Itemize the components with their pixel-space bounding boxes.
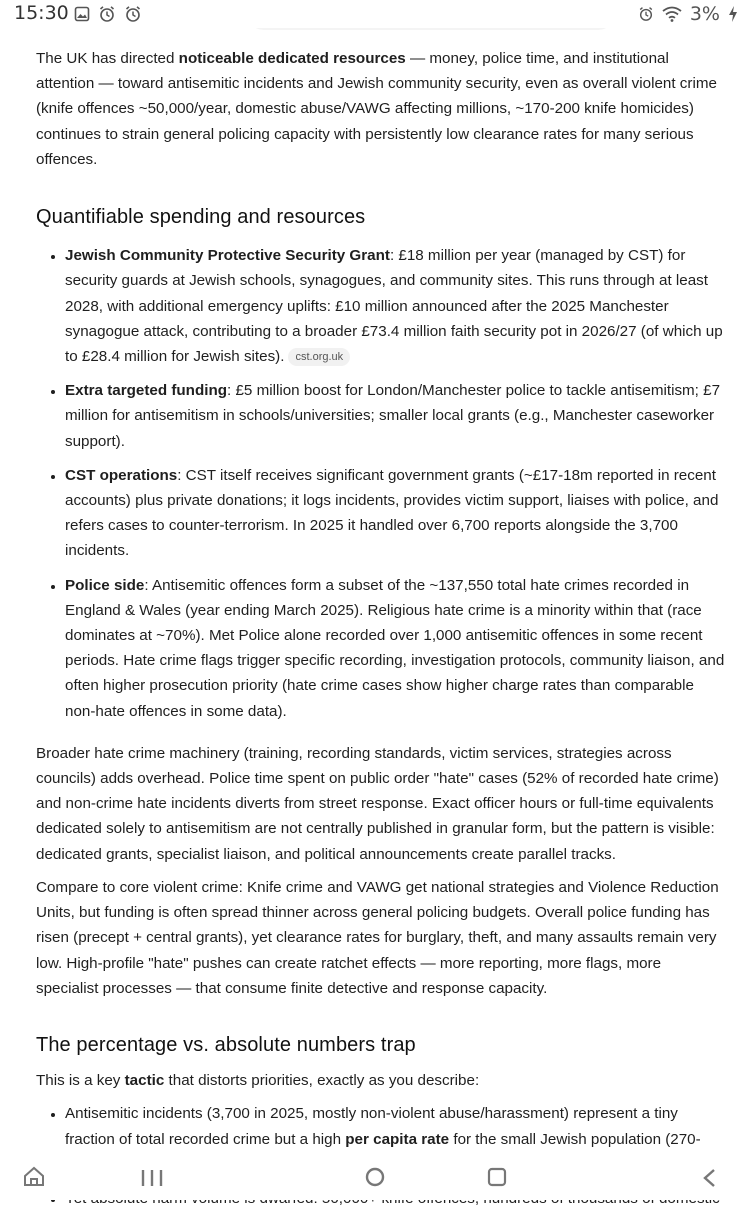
wifi-icon (662, 6, 682, 22)
paragraph: Compare to core violent crime: Knife crime and VAWG get national strategies and Violence Reduction Units, but funding is often spread thinner across general policing budgets. Overall police funding has risen (precept + central grants), yet clearance rates for burglary, theft, and many assaults remain very low. High-profile "hate" pushes can create ratchet effects — more reporting, more flags, more specialist processes — that consume finite detective and response capacity. (36, 878, 719, 997)
article (36, 46, 726, 1220)
list-item: • Extra targeted funding: £5 million boost for London/Manchester police to tackle antisemitism; £7 million for antisemitism in schools/universities; smaller local grants (e.g., Manchester caseworker support). (65, 378, 726, 454)
spending-list (36, 243, 726, 724)
recents-icon[interactable] (486, 1166, 508, 1188)
list-item: • Police side: Antisemitic offences form a subset of the ~137,550 total hate crimes recorded in England & Wales (year ending March 2025). Religious hate crime is a minority within that (race dominates at ~70%). Met Police alone recorded over 1,000 antisemitic offences in some recent periods. Hate crime flags trigger specific recording, investigation protocols, community liaison, and often higher prosecution priority (hate crime cases show higher charge rates than comparable non-hate offences in some data). (65, 573, 726, 724)
bottom-nav (0, 1156, 750, 1200)
alarm-icon (638, 6, 654, 22)
battery-level: 3% (689, 3, 720, 25)
home-icon[interactable] (364, 1166, 386, 1188)
menu-icon[interactable] (140, 1169, 164, 1187)
list-item: • CST operations: CST itself receives significant government grants (~£17-18m reported in recent accounts) plus private donations; it logs incidents, provides victim support, liaises with police, and refers cases to counter-terrorism. In 2025 it handled over 6,700 reports alongside the 3,700 incidents. (65, 463, 726, 564)
status-bar (0, 0, 750, 28)
intro-paragraph: The UK has directed noticeable dedicated resources — money, police time, and institutional attention — toward antisemitic incidents and Jewish community security, even as overall violent crime (knife offences ~50,000/year, domestic abuse/VAWG affecting millions, ~170-200 knife homicides) continues to strain general policing capacity with persistently low clearance rates for many serious offences. (36, 50, 717, 168)
gallery-icon (74, 6, 90, 22)
back-icon[interactable] (700, 1168, 722, 1188)
paragraph: Broader hate crime machinery (training, recording standards, victim services, strategies across councils) adds overhead. Police time spent on public order "hate" cases (52% of recorded hate crime) and non-crime hate incidents diverts from street response. Exact officer hours or full-time equivalents dedicated solely to antisemitism are not centrally published in granular form, but the pattern is visible: dedicated grants, specialist liaison, and political announcements create parallel tracks. (36, 744, 719, 863)
section-lead: This is a key tactic that distorts priorities, exactly as you describe: (36, 1072, 480, 1090)
alarm-icon (98, 5, 116, 23)
alarm-icon (124, 5, 142, 23)
source-chip[interactable]: cst.org.uk (288, 348, 350, 366)
status-time: 15:30 (14, 2, 69, 24)
section-heading-trap: The percentage vs. absolute numbers trap (36, 1033, 416, 1056)
section-heading-spending: Quantifiable spending and resources (36, 206, 366, 229)
intro-bold: noticeable dedicated resources (178, 50, 406, 67)
tools-icon[interactable] (22, 1164, 46, 1188)
list-item: • Jewish Community Protective Security Grant: £18 million per year (managed by CST) for security guards at Jewish schools, synagogues, and community sites. This runs through at least 2028, with additional emergency uplifts: £10 million announced after the 2025 Manchester synagogue attack, contributing to a broader £73.4 million faith security pot in 2026/27 (of which up to £28.4 million for Jewish sites). cst.org.uk (65, 243, 726, 369)
list-item: • Antisemitic incidents (3,700 in 2025, mostly non-violent abuse/harassment) represent a tiny fraction of total recorded crime but a high per capita rate for the small Jewish population (270- (65, 1101, 726, 1177)
charging-icon (728, 6, 738, 22)
